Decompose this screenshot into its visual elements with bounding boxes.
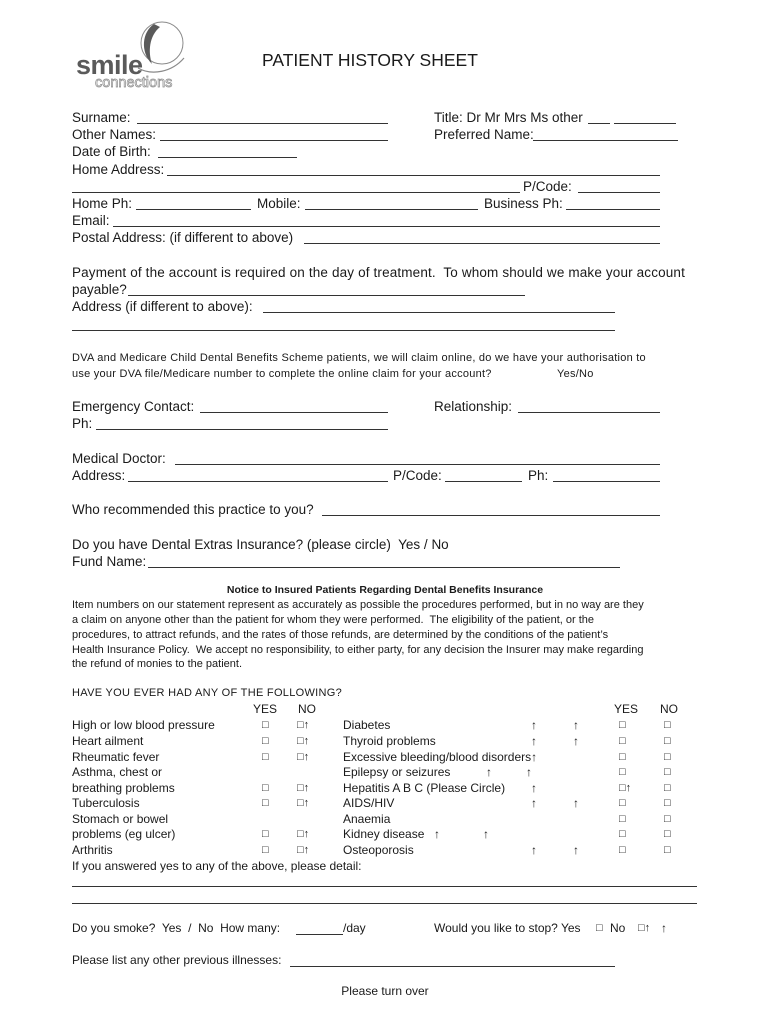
no-checkbox: □: [664, 751, 671, 763]
previous-illnesses-label: Please list any other previous illnesses:: [72, 953, 282, 967]
condition-label: Stomach or bowel: [72, 812, 169, 826]
medical-doctor-label: Medical Doctor:: [72, 451, 166, 466]
yes-checkbox: □↑: [619, 782, 632, 794]
doctor-address-blank: [128, 481, 388, 482]
condition-label: Hepatitis A B C (Please Circle): [343, 781, 506, 795]
yes-checkbox: □: [619, 797, 626, 809]
dob-blank: [158, 157, 297, 158]
yes-checkbox: □: [262, 751, 269, 763]
relationship-blank: [518, 412, 660, 413]
mark-glyph: ↑: [573, 843, 579, 857]
yes-checkbox: □: [619, 751, 626, 763]
payer-address-blank-2: [72, 330, 615, 331]
yes-checkbox: □: [619, 735, 626, 747]
condition-label: Epilepsy or seizures: [343, 765, 451, 779]
detail-blank: [72, 886, 697, 887]
medical-doctor-blank: [175, 464, 660, 465]
quit-no-label: No: [610, 921, 626, 935]
fund-name-label: Fund Name:: [72, 554, 147, 569]
mark-glyph: ↑: [531, 718, 537, 732]
mark-glyph: ↑: [573, 734, 579, 748]
emergency-contact-label: Emergency Contact:: [72, 399, 195, 414]
mark-glyph: ↑: [483, 827, 489, 841]
no-checkbox: □: [664, 766, 671, 778]
condition-label: Asthma, chest or: [72, 765, 163, 779]
postal-address-blank: [304, 243, 660, 244]
mark-glyph: ↑: [531, 796, 537, 810]
yes-checkbox: □: [262, 828, 269, 840]
dva-answer: Yes/No: [557, 368, 594, 380]
quit-yes-checkbox: □: [596, 922, 603, 934]
mark-glyph: ↑: [531, 843, 537, 857]
dva-statement-line-1: DVA and Medicare Child Dental Benefits Scheme patients, we will claim online, do we have your authorisation to: [72, 352, 646, 364]
yes-checkbox: □: [619, 719, 626, 731]
no-checkbox: □: [664, 813, 671, 825]
left-yes-header: YES: [253, 702, 278, 716]
no-checkbox: □↑: [297, 844, 310, 856]
yes-checkbox: □: [619, 828, 626, 840]
no-checkbox: □: [664, 735, 671, 747]
quit-question: Would you like to stop? Yes: [434, 921, 581, 935]
mark-glyph: ↑: [531, 781, 537, 795]
emergency-contact-blank: [200, 412, 388, 413]
payer-address-blank: [263, 312, 615, 313]
mark-glyph: ↑: [661, 921, 667, 935]
notice-line: procedures, to attract refunds, and the rates of those refunds, are determined by the conditions of the patient’s: [72, 629, 609, 641]
condition-label: Anaemia: [343, 812, 391, 826]
mark-glyph: ↑: [526, 765, 532, 779]
surname-label: Surname:: [72, 110, 131, 125]
logo-subtitle: connections: [95, 75, 173, 91]
emergency-ph-label: Ph:: [72, 416, 93, 431]
relationship-label: Relationship:: [434, 399, 513, 414]
home-ph-blank: [136, 209, 251, 210]
home-pcode-blank: [578, 192, 660, 193]
condition-label: Kidney disease: [343, 827, 425, 841]
no-checkbox: □↑: [297, 735, 310, 747]
no-checkbox: □: [664, 719, 671, 731]
yes-checkbox: □: [619, 766, 626, 778]
no-checkbox: □: [664, 844, 671, 856]
title-other-blank-2: [614, 123, 676, 124]
postal-address-label: Postal Address: (if different to above): [72, 230, 294, 245]
previous-illnesses-blank: [290, 966, 615, 967]
condition-label: breathing problems: [72, 781, 175, 795]
yes-checkbox: □: [262, 797, 269, 809]
yes-checkbox: □: [262, 844, 269, 856]
page-title: PATIENT HISTORY SHEET: [262, 50, 478, 70]
condition-label: Thyroid problems: [343, 734, 436, 748]
email-blank: [113, 226, 660, 227]
yes-checkbox: □: [262, 782, 269, 794]
per-day-label: /day: [343, 921, 366, 935]
cigarettes-per-day-blank: [296, 934, 343, 935]
right-yes-header: YES: [614, 702, 639, 716]
notice-line: the refund of monies to the patient.: [72, 658, 243, 670]
surname-blank: [137, 123, 388, 124]
dob-label: Date of Birth:: [72, 144, 151, 159]
no-checkbox: □↑: [297, 782, 310, 794]
no-checkbox: □: [664, 782, 671, 794]
payment-statement: Payment of the account is required on the day of treatment. To whom should we make your account: [72, 265, 685, 280]
mark-glyph: ↑: [573, 796, 579, 810]
notice-heading: Notice to Insured Patients Regarding Dental Benefits Insurance: [226, 584, 544, 596]
left-no-header: NO: [298, 702, 316, 716]
preferred-name-label: Preferred Name:: [434, 127, 534, 142]
detail-prompt: If you answered yes to any of the above, please detail:: [72, 859, 362, 873]
condition-label: Rheumatic fever: [72, 750, 160, 764]
condition-label: Arthritis: [72, 843, 113, 857]
home-ph-label: Home Ph:: [72, 196, 133, 211]
mobile-label: Mobile:: [257, 196, 301, 211]
no-checkbox: □↑: [297, 719, 310, 731]
doctor-address-label: Address:: [72, 468, 126, 483]
no-checkbox: □: [664, 828, 671, 840]
mark-glyph: ↑: [486, 765, 492, 779]
dva-statement-line-2: use your DVA file/Medicare number to complete the online claim for your account?: [72, 368, 492, 380]
condition-label: Diabetes: [343, 718, 391, 732]
condition-label: Tuberculosis: [72, 796, 140, 810]
condition-label: AIDS/HIV: [343, 796, 395, 810]
mark-glyph: ↑: [434, 827, 440, 841]
no-checkbox: □↑: [297, 828, 310, 840]
detail-blank-2: [72, 903, 697, 904]
no-checkbox: □: [664, 797, 671, 809]
referral-label: Who recommended this practice to you?: [72, 502, 314, 517]
other-names-blank: [160, 140, 388, 141]
history-heading: HAVE YOU EVER HAD ANY OF THE FOLLOWING?: [72, 687, 343, 699]
mark-glyph: ↑: [531, 734, 537, 748]
home-address-label: Home Address:: [72, 162, 165, 177]
doctor-pcode-label: P/Code:: [393, 468, 442, 483]
payable-label: payable?: [72, 282, 127, 297]
mobile-blank: [305, 209, 478, 210]
title-label: Title: Dr Mr Mrs Ms other: [434, 110, 583, 125]
condition-label: Osteoporosis: [343, 843, 414, 857]
preferred-name-blank: [533, 140, 678, 141]
emergency-ph-blank: [96, 429, 388, 430]
home-address-blank: [167, 175, 660, 176]
doctor-ph-blank: [553, 481, 660, 482]
no-checkbox: □↑: [297, 797, 310, 809]
yes-checkbox: □: [262, 719, 269, 731]
yes-checkbox: □: [619, 844, 626, 856]
logo-wordmark: smile: [76, 50, 143, 80]
notice-line: Health Insurance Policy. We accept no responsibility, to either party, for any decision the Insurer may make regarding: [72, 644, 644, 656]
insurance-question: Do you have Dental Extras Insurance? (please circle) Yes / No: [72, 537, 449, 552]
notice-line: Item numbers on our statement represent as accurately as possible the procedures performed, but in no way are they: [72, 599, 644, 611]
fund-name-blank: [148, 567, 620, 568]
home-pcode-label: P/Code:: [523, 179, 572, 194]
condition-label: High or low blood pressure: [72, 718, 215, 732]
quit-no-checkbox: □↑: [638, 922, 651, 934]
title-other-blank: [588, 123, 610, 124]
doctor-ph-label: Ph:: [528, 468, 549, 483]
mark-glyph: ↑: [573, 718, 579, 732]
business-ph-blank: [566, 209, 660, 210]
condition-label: Excessive bleeding/blood disorders↑: [343, 750, 538, 764]
yes-checkbox: □: [619, 813, 626, 825]
no-checkbox: □↑: [297, 751, 310, 763]
email-label: Email:: [72, 213, 110, 228]
condition-label: problems (eg ulcer): [72, 827, 176, 841]
business-ph-label: Business Ph:: [484, 196, 563, 211]
other-names-label: Other Names:: [72, 127, 157, 142]
payer-address-label: Address (if different to above):: [72, 299, 253, 314]
right-no-header: NO: [660, 702, 678, 716]
payable-blank: [128, 295, 525, 296]
page-footer: Please turn over: [341, 984, 429, 998]
condition-label: Heart ailment: [72, 734, 144, 748]
home-address-blank-2: [72, 192, 520, 193]
referral-blank: [322, 515, 660, 516]
notice-line: a claim on anyone other than the patient for whom they were performed. The eligibility of the patient, or the: [72, 614, 594, 626]
smoking-question: Do you smoke? Yes / No How many:: [72, 921, 281, 935]
yes-checkbox: □: [262, 735, 269, 747]
doctor-pcode-blank: [445, 481, 522, 482]
